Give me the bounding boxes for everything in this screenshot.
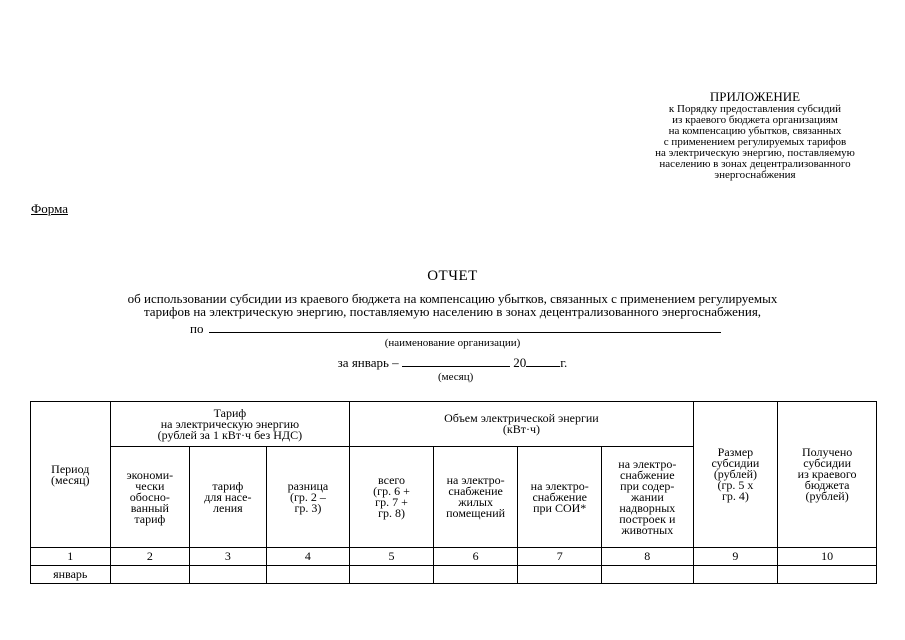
header-yard: на электро- снабжение при содер- жании надворных построек и животных [601,447,693,548]
row-label: январь [31,566,111,584]
table-cell[interactable] [778,566,877,584]
report-description [40,292,865,318]
organization-line [190,321,721,337]
table-cell[interactable] [518,566,602,584]
table-row [31,566,877,584]
header-total: всего (гр. 6 + гр. 7 + гр. 8) [350,447,434,548]
organization-blank[interactable] [209,321,721,333]
header-population-tariff: тариф для насе- ления [190,447,267,548]
table-cell[interactable] [266,566,350,584]
month-blank[interactable] [402,355,510,367]
header-period: Период (месяц) [31,402,111,548]
appendix-title: ПРИЛОЖЕНИЕ [709,89,801,104]
header-volume-group: Объем электрической энергии (кВт·ч) [350,402,693,447]
form-label: Форма [31,201,68,216]
report-title: ОТЧЕТ [427,268,478,284]
table-cell[interactable] [350,566,434,584]
column-number: 5 [350,548,434,566]
appendix-line: на компенсацию убытков, связанных [668,125,842,137]
appendix-line: на электрическую энергию, поставляемую [655,147,855,159]
table-cell[interactable] [601,566,693,584]
header-soi: на электро- снабжение при СОИ* [518,447,602,548]
column-number-row [31,548,877,566]
period-line [0,355,905,371]
year-prefix: 20 [513,355,527,370]
table-cell[interactable] [433,566,518,584]
column-number: 7 [518,548,602,566]
header-received: Получено субсидии из краевого бюджета (рублей) [778,402,877,548]
organization-note: (наименование организации) [384,337,521,349]
year-blank[interactable] [526,355,560,367]
column-number: 3 [190,548,267,566]
column-number: 6 [433,548,518,566]
appendix-line: из краевого бюджета организациям [672,114,838,126]
description-line: об использовании субсидии из краевого бюджета на компенсацию убытков, связанных с применением регулируемых [127,291,778,306]
column-number: 10 [778,548,877,566]
table-cell[interactable] [190,566,267,584]
period-prefix: за январь – [337,355,399,370]
table-cell[interactable] [693,566,778,584]
header-subsidy-size: Размер субсидии (рублей) (гр. 5 х гр. 4) [693,402,778,548]
column-number: 2 [110,548,190,566]
description-line: тарифов на электрическую энергию, поставляемую населению в зонах децентрализованного энергоснабжения, [143,304,762,319]
header-living: на электро- снабжение жилых помещений [433,447,518,548]
appendix-line: населению в зонах децентрализованного [659,158,851,170]
month-note: (месяц) [438,371,474,383]
appendix-line: энергоснабжения [714,169,796,181]
column-number: 8 [601,548,693,566]
appendix-block [600,90,905,181]
po-label: по [190,321,204,336]
header-difference: разница (гр. 2 – гр. 3) [266,447,350,548]
report-table [30,401,877,584]
column-number: 9 [693,548,778,566]
appendix-line: с применением регулируемых тарифов [663,136,847,148]
header-econ-tariff: экономи- чески обосно- ванный тариф [110,447,190,548]
column-number: 1 [31,548,111,566]
table-cell[interactable] [110,566,190,584]
column-number: 4 [266,548,350,566]
header-tariff-group: Тариф на электрическую энергию (рублей за 1 кВт·ч без НДС) [110,402,350,447]
appendix-line: к Порядку предоставления субсидий [668,103,842,115]
year-suffix: г. [560,355,568,370]
